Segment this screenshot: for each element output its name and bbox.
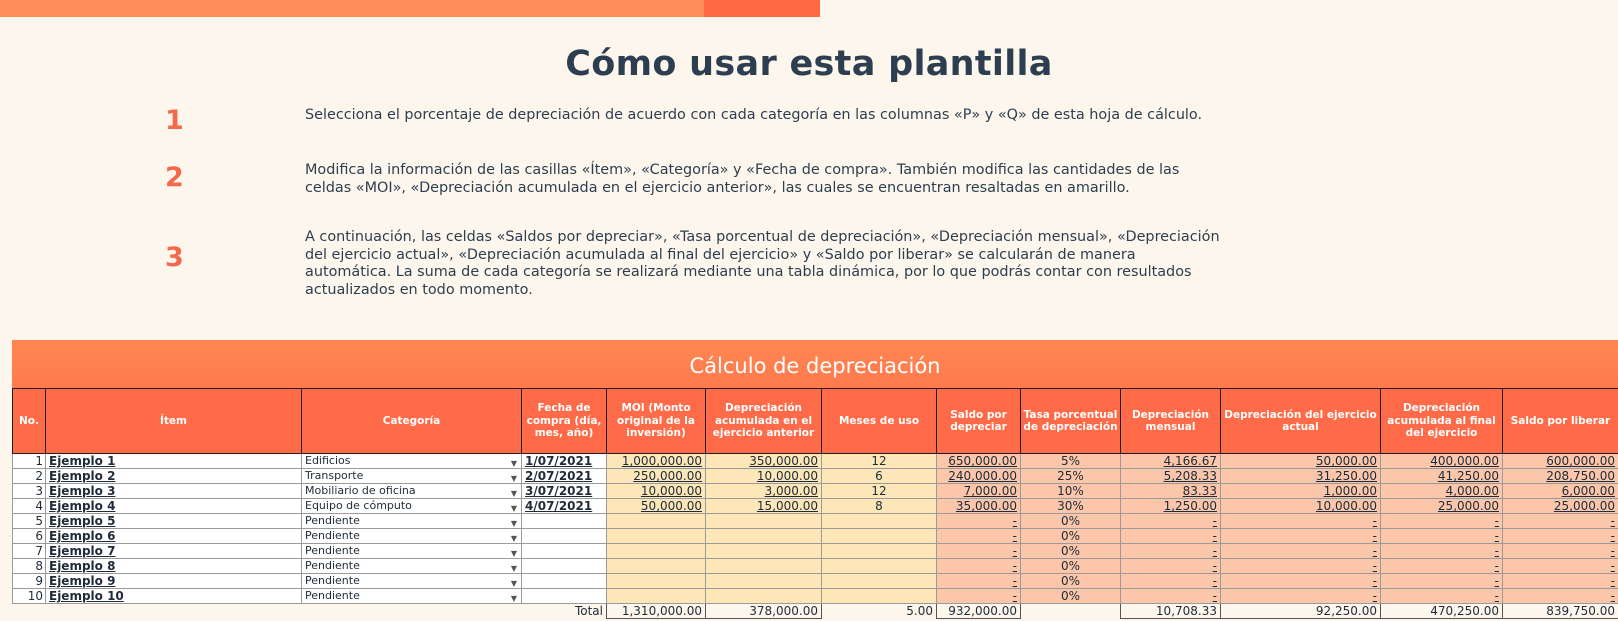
depreciation-table [12, 388, 1618, 619]
chevron-down-icon[interactable]: ▼ [510, 549, 517, 558]
totals-spacer [13, 604, 46, 619]
header-item: Ítem [46, 389, 302, 454]
accumulated-cell: - [1381, 589, 1503, 604]
monthly-cell: 5,208.33 [1121, 469, 1221, 484]
balance-cell: - [937, 589, 1021, 604]
purchase-date-cell[interactable] [522, 544, 607, 559]
prev-depreciation-cell[interactable]: 10,000.00 [706, 469, 822, 484]
category-dropdown[interactable] [302, 559, 522, 574]
monthly-cell: - [1121, 529, 1221, 544]
chevron-down-icon[interactable]: ▼ [510, 504, 517, 513]
release-cell: - [1503, 514, 1618, 529]
totals-spacer [1021, 604, 1121, 619]
row-number: 7 [13, 544, 46, 559]
category-dropdown[interactable] [302, 589, 522, 604]
header-current-depreciation: Depreciación del ejercicio actual [1221, 389, 1381, 454]
purchase-date-cell[interactable]: 2/07/2021 [522, 469, 607, 484]
header-months-of-use: Meses de uso [822, 389, 937, 454]
prev-depreciation-cell[interactable]: 3,000.00 [706, 484, 822, 499]
monthly-cell: - [1121, 574, 1221, 589]
row-number: 1 [13, 454, 46, 469]
category-dropdown[interactable] [302, 544, 522, 559]
current-cell: 1,000.00 [1221, 484, 1381, 499]
purchase-date-cell[interactable]: 3/07/2021 [522, 484, 607, 499]
prev-depreciation-cell[interactable]: 15,000.00 [706, 499, 822, 514]
current-cell: - [1221, 574, 1381, 589]
header-balance-to-depreciate: Saldo por depreciar [937, 389, 1021, 454]
header-category: Categoría [302, 389, 522, 454]
months-cell[interactable]: 6 [822, 469, 937, 484]
item-cell[interactable]: Ejemplo 5 [46, 514, 302, 529]
accumulated-cell: 400,000.00 [1381, 454, 1503, 469]
months-cell[interactable] [822, 589, 937, 604]
top-accent-highlight [704, 0, 820, 17]
header-depreciation-rate: Tasa porcentual de depreciación [1021, 389, 1121, 454]
chevron-down-icon[interactable]: ▼ [510, 594, 517, 603]
total-moi: 1,310,000.00 [607, 604, 706, 619]
balance-cell: 35,000.00 [937, 499, 1021, 514]
item-cell[interactable]: Ejemplo 4 [46, 499, 302, 514]
months-cell[interactable]: 12 [822, 484, 937, 499]
step-text-2: Modifica la información de las casillas «Ítem», «Categoría» y «Fecha de compra». También modifica las cantidades de las celdas «MOI», «Depreciación acumulada en el ejercicio anterior», las cuales se encuentran resaltadas en amarillo. [305, 162, 1180, 196]
rate-cell: 25% [1021, 469, 1121, 484]
balance-cell: - [937, 559, 1021, 574]
prev-depreciation-cell[interactable] [706, 574, 822, 589]
category-value: Transporte [305, 469, 364, 482]
header-moi: MOI (Monto original de la inversión) [607, 389, 706, 454]
category-dropdown[interactable] [302, 499, 522, 514]
table-row [13, 544, 1618, 559]
header-accumulated-depreciation: Depreciación acumulada al final del ejercicio [1381, 389, 1503, 454]
category-dropdown[interactable] [302, 514, 522, 529]
category-dropdown[interactable] [302, 469, 522, 484]
step-text-1: Selecciona el porcentaje de depreciación de acuerdo con cada categoría en las columnas «P» y «Q» de esta hoja de cálculo. [305, 107, 1203, 123]
category-value: Pendiente [305, 544, 360, 557]
moi-cell[interactable]: 10,000.00 [607, 484, 706, 499]
row-number: 8 [13, 559, 46, 574]
category-dropdown[interactable] [302, 574, 522, 589]
table-row [13, 559, 1618, 574]
prev-depreciation-cell[interactable]: 350,000.00 [706, 454, 822, 469]
current-cell: 10,000.00 [1221, 499, 1381, 514]
moi-cell[interactable]: 1,000,000.00 [607, 454, 706, 469]
total-balance: 932,000.00 [937, 604, 1021, 619]
chevron-down-icon[interactable]: ▼ [510, 534, 517, 543]
total-release: 839,750.00 [1503, 604, 1618, 619]
item-cell[interactable]: Ejemplo 10 [46, 589, 302, 604]
balance-cell: - [937, 574, 1021, 589]
monthly-cell: - [1121, 544, 1221, 559]
row-number: 5 [13, 514, 46, 529]
moi-cell[interactable] [607, 589, 706, 604]
calc-table-title: Cálculo de depreciación [12, 340, 1618, 388]
header-balance-to-release: Saldo por liberar [1503, 389, 1618, 454]
table-row [13, 454, 1618, 469]
category-value: Pendiente [305, 559, 360, 572]
moi-cell[interactable] [607, 559, 706, 574]
table-row [13, 499, 1618, 514]
balance-cell: 650,000.00 [937, 454, 1021, 469]
category-value: Mobiliario de oficina [305, 484, 416, 497]
purchase-date-cell[interactable] [522, 574, 607, 589]
chevron-down-icon[interactable]: ▼ [510, 489, 517, 498]
table-row [13, 469, 1618, 484]
release-cell: 600,000.00 [1503, 454, 1618, 469]
page-title: Cómo usar esta plantilla [565, 44, 1053, 84]
prev-depreciation-cell[interactable] [706, 589, 822, 604]
release-cell: 25,000.00 [1503, 499, 1618, 514]
current-cell: - [1221, 514, 1381, 529]
monthly-cell: 83.33 [1121, 484, 1221, 499]
release-cell: - [1503, 544, 1618, 559]
total-prev-depreciation: 378,000.00 [706, 604, 822, 619]
accumulated-cell: 41,250.00 [1381, 469, 1503, 484]
chevron-down-icon[interactable]: ▼ [510, 519, 517, 528]
moi-cell[interactable] [607, 544, 706, 559]
step-number-3: 3 [165, 242, 184, 273]
header-no: No. [13, 389, 46, 454]
current-cell: 50,000.00 [1221, 454, 1381, 469]
totals-spacer [46, 604, 302, 619]
prev-depreciation-cell[interactable] [706, 514, 822, 529]
rate-cell: 0% [1021, 559, 1121, 574]
row-number: 9 [13, 574, 46, 589]
total-accumulated: 470,250.00 [1381, 604, 1503, 619]
current-cell: 31,250.00 [1221, 469, 1381, 484]
item-cell[interactable]: Ejemplo 7 [46, 544, 302, 559]
rate-cell: 5% [1021, 454, 1121, 469]
item-cell[interactable]: Ejemplo 9 [46, 574, 302, 589]
row-number: 6 [13, 529, 46, 544]
balance-cell: - [937, 514, 1021, 529]
release-cell: - [1503, 529, 1618, 544]
accumulated-cell: - [1381, 574, 1503, 589]
balance-cell: - [937, 544, 1021, 559]
chevron-down-icon[interactable]: ▼ [510, 579, 517, 588]
total-months: 5.00 [906, 604, 933, 619]
totals-label: Total [522, 604, 607, 619]
step-number-2: 2 [165, 162, 184, 193]
rate-cell: 0% [1021, 529, 1121, 544]
rate-cell: 10% [1021, 484, 1121, 499]
totals-row [13, 604, 1618, 619]
category-value: Pendiente [305, 529, 360, 542]
item-cell[interactable]: Ejemplo 3 [46, 484, 302, 499]
balance-cell: 7,000.00 [937, 484, 1021, 499]
moi-cell[interactable] [607, 529, 706, 544]
item-cell[interactable]: Ejemplo 8 [46, 559, 302, 574]
chevron-down-icon[interactable]: ▼ [510, 564, 517, 573]
current-cell: - [1221, 544, 1381, 559]
table-row [13, 574, 1618, 589]
release-cell: 208,750.00 [1503, 469, 1618, 484]
moi-cell[interactable]: 250,000.00 [607, 469, 706, 484]
moi-cell[interactable] [607, 574, 706, 589]
row-number: 3 [13, 484, 46, 499]
release-cell: - [1503, 559, 1618, 574]
totals-spacer [302, 604, 522, 619]
rate-cell: 30% [1021, 499, 1121, 514]
accumulated-cell: 4,000.00 [1381, 484, 1503, 499]
item-cell[interactable]: Ejemplo 2 [46, 469, 302, 484]
monthly-cell: - [1121, 514, 1221, 529]
total-current: 92,250.00 [1221, 604, 1381, 619]
balance-cell: 240,000.00 [937, 469, 1021, 484]
step-number-1: 1 [165, 105, 184, 136]
purchase-date-cell[interactable] [522, 589, 607, 604]
category-value: Pendiente [305, 514, 360, 527]
current-cell: - [1221, 559, 1381, 574]
monthly-cell: - [1121, 559, 1221, 574]
purchase-date-cell[interactable] [522, 514, 607, 529]
header-prev-depreciation: Depreciación acumulada en el ejercicio anterior [706, 389, 822, 454]
table-row [13, 589, 1618, 604]
accumulated-cell: - [1381, 559, 1503, 574]
category-dropdown[interactable] [302, 454, 522, 469]
table-row [13, 484, 1618, 499]
purchase-date-cell[interactable]: 1/07/2021 [522, 454, 607, 469]
months-cell[interactable] [822, 529, 937, 544]
accumulated-cell: - [1381, 529, 1503, 544]
monthly-cell: - [1121, 589, 1221, 604]
current-cell: - [1221, 529, 1381, 544]
months-cell[interactable] [822, 559, 937, 574]
category-dropdown[interactable] [302, 529, 522, 544]
prev-depreciation-cell[interactable] [706, 559, 822, 574]
category-value: Equipo de cómputo [305, 499, 412, 512]
monthly-cell: 4,166.67 [1121, 454, 1221, 469]
current-cell: - [1221, 589, 1381, 604]
accumulated-cell: 25,000.00 [1381, 499, 1503, 514]
release-cell: - [1503, 574, 1618, 589]
accumulated-cell: - [1381, 544, 1503, 559]
header-monthly-depreciation: Depreciación mensual [1121, 389, 1221, 454]
row-number: 10 [13, 589, 46, 604]
rate-cell: 0% [1021, 544, 1121, 559]
total-monthly: 10,708.33 [1121, 604, 1221, 619]
release-cell: - [1503, 589, 1618, 604]
months-cell[interactable] [822, 514, 937, 529]
item-cell[interactable]: Ejemplo 6 [46, 529, 302, 544]
chevron-down-icon[interactable]: ▼ [510, 474, 517, 483]
months-cell[interactable] [822, 574, 937, 589]
moi-cell[interactable] [607, 514, 706, 529]
monthly-cell: 1,250.00 [1121, 499, 1221, 514]
row-number: 2 [13, 469, 46, 484]
header-purchase-date: Fecha de compra (día, mes, año) [522, 389, 607, 454]
prev-depreciation-cell[interactable] [706, 544, 822, 559]
months-cell[interactable] [822, 544, 937, 559]
step-text-3: A continuación, las celdas «Saldos por depreciar», «Tasa porcentual de depreciación», «Depreciación mensual», «Depreciación del ejercicio actual», «Depreciación acumulada al final del ejercicio» y «Saldo por liberar» se calcularán de manera automática. La suma de cada categoría se realizará mediante una tabla dinámica, por lo que podrás contar con resultados actualizados en todo momento. [305, 229, 1220, 298]
table-row [13, 529, 1618, 544]
moi-cell[interactable]: 50,000.00 [607, 499, 706, 514]
release-cell: 6,000.00 [1503, 484, 1618, 499]
category-dropdown[interactable] [302, 484, 522, 499]
prev-depreciation-cell[interactable] [706, 529, 822, 544]
item-cell[interactable]: Ejemplo 1 [46, 454, 302, 469]
months-cell[interactable]: 8 [822, 499, 937, 514]
category-value: Edificios [305, 454, 351, 467]
top-accent-bar [0, 0, 820, 17]
row-number: 4 [13, 499, 46, 514]
category-value: Pendiente [305, 574, 360, 587]
purchase-date-cell[interactable] [522, 529, 607, 544]
rate-cell: 0% [1021, 574, 1121, 589]
category-value: Pendiente [305, 589, 360, 602]
rate-cell: 0% [1021, 514, 1121, 529]
purchase-date-cell[interactable] [522, 559, 607, 574]
months-cell[interactable]: 12 [822, 454, 937, 469]
accumulated-cell: - [1381, 514, 1503, 529]
table-row [13, 514, 1618, 529]
purchase-date-cell[interactable]: 4/07/2021 [522, 499, 607, 514]
rate-cell: 0% [1021, 589, 1121, 604]
balance-cell: - [937, 529, 1021, 544]
chevron-down-icon[interactable]: ▼ [510, 459, 517, 468]
